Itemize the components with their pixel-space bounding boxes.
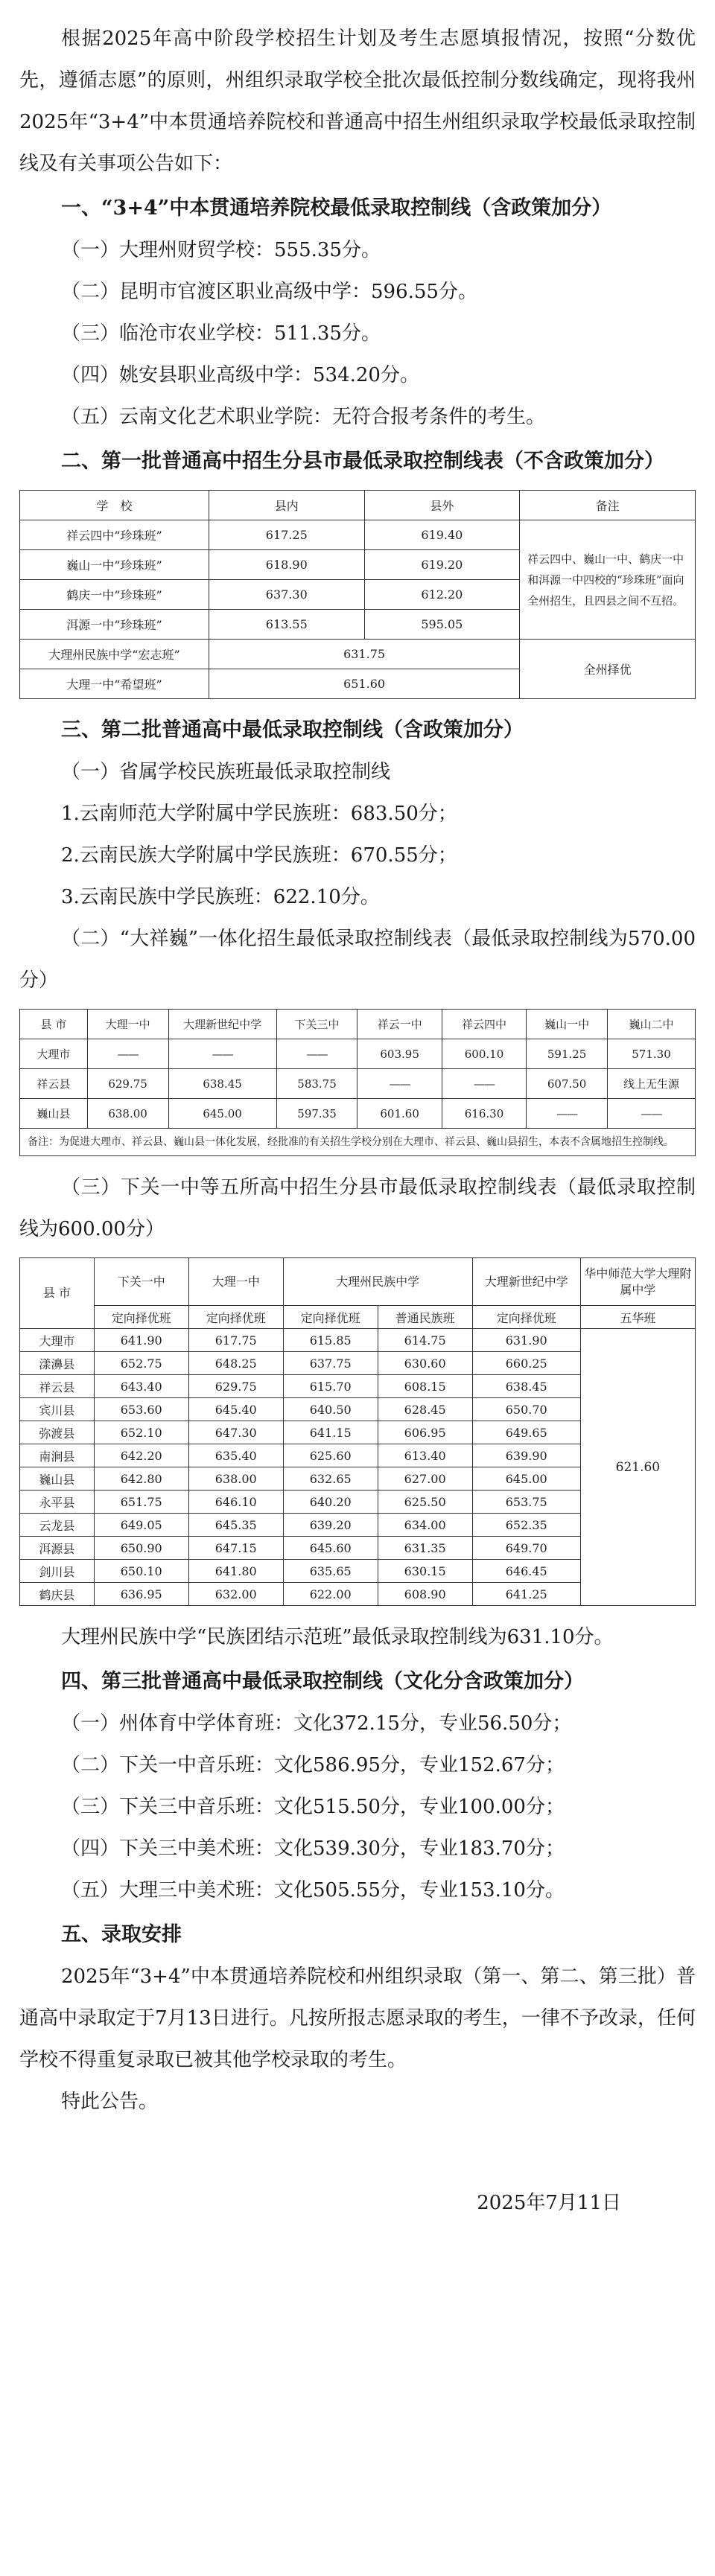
note-cell: 祥云四中、巍山一中、鹤庆一中和洱源一中四校的“珍珠班”面向全州招生，且四县之间不互招。 [520,520,696,640]
score-cell: 625.50 [378,1491,472,1514]
score-cell: 650.70 [472,1398,580,1421]
score-cell: 629.75 [188,1375,283,1398]
huashi-score-cell: 621.60 [580,1329,695,1606]
score-cell: 638.00 [188,1467,283,1491]
score-cell: 571.30 [608,1039,696,1069]
score-cell: 649.65 [472,1421,580,1444]
header-out-county: 县外 [364,491,520,520]
score-cell: 653.75 [472,1491,580,1514]
section2-heading: 二、第一批普通高中招生分县市最低录取控制线表（不含政策加分） [61,450,664,473]
score-cell: 645.00 [168,1099,276,1129]
county-cell: 剑川县 [20,1560,95,1583]
school-cell: 鹤庆一中“珍珠班” [20,580,209,610]
score-cell: 632.00 [188,1583,283,1606]
score-cell: 617.25 [209,520,364,550]
header-county: 县 市 [20,1258,95,1329]
section1-item: （五）云南文化艺术职业学院：无符合报考条件的考生。 [61,406,546,428]
score-cell: 634.00 [378,1514,472,1537]
score-cell: 650.10 [94,1560,188,1583]
score-cell: 583.75 [276,1069,358,1099]
score-cell: 649.70 [472,1537,580,1560]
score-cell: 629.75 [87,1069,168,1099]
table-row [20,1039,696,1069]
minzu-tuanjie-paragraph: 大理州民族中学“民族团结示范班”最低录取控制线为631.10分。 [61,1626,614,1648]
school-cell: 祥云四中“珍珠班” [20,520,209,550]
section4-item: （三）下关三中音乐班：文化515.50分，专业100.00分； [61,1796,565,1818]
header-cell: 县 市 [20,1010,88,1039]
subheader-cell: 定向择优班 [283,1306,378,1329]
score-cell: 660.25 [472,1352,580,1375]
five-schools-table [19,1257,696,1606]
table-row [20,1069,696,1099]
score-cell: 641.25 [472,1583,580,1606]
county-cell: 大理市 [20,1039,88,1069]
county-cell: 弥渡县 [20,1421,95,1444]
score-cell: 614.75 [378,1329,472,1352]
score-cell: 591.25 [527,1039,608,1069]
closing-text: 特此公告。 [61,2091,159,2113]
county-cell: 鹤庆县 [20,1583,95,1606]
header-school: 学 校 [20,491,209,520]
score-cell: 638.45 [472,1375,580,1398]
score-cell: 642.20 [94,1444,188,1467]
score-cell: 618.90 [209,550,364,580]
score-cell: 615.85 [283,1329,378,1352]
score-cell: 线上无生源 [608,1069,696,1099]
score-cell: 606.95 [378,1421,472,1444]
header-in-county: 县内 [209,491,364,520]
score-cell: 630.60 [378,1352,472,1375]
score-cell: 603.95 [358,1039,442,1069]
header-cell: 祥云一中 [358,1010,442,1039]
subheader-cell: 定向择优班 [94,1306,188,1329]
school-cell: 大理州民族中学“宏志班” [20,640,209,669]
school-cell: 大理一中“希望班” [20,669,209,699]
score-cell: 652.10 [94,1421,188,1444]
score-cell: 652.35 [472,1514,580,1537]
county-cell: 大理市 [20,1329,95,1352]
county-cell: 漾濞县 [20,1352,95,1375]
subheader-cell: 定向择优班 [188,1306,283,1329]
score-cell: —— [442,1069,526,1099]
score-cell: 635.65 [283,1560,378,1583]
header-minzu: 大理州民族中学 [283,1258,472,1306]
header-cell: 大理一中 [87,1010,168,1039]
section4-item: （四）下关三中美术班：文化539.30分，专业183.70分； [61,1837,565,1860]
score-cell: 632.65 [283,1467,378,1491]
header-cell: 祥云四中 [442,1010,526,1039]
score-cell: 595.05 [364,610,520,640]
header-huashi: 华中师范大学大理附属中学 [580,1258,695,1306]
table-row [20,1129,696,1156]
score-cell: 648.25 [188,1352,283,1375]
score-cell: 646.45 [472,1560,580,1583]
score-cell: 619.40 [364,520,520,550]
county-cell: 云龙县 [20,1514,95,1537]
score-cell: 612.20 [364,580,520,610]
table-header-row [20,1010,696,1039]
section4-item: （五）大理三中美术班：文化505.55分，专业153.10分。 [61,1879,565,1901]
section1-item: （一）大理州财贸学校：555.35分。 [61,239,381,261]
school-cell: 巍山一中“珍珠班” [20,550,209,580]
score-cell: —— [608,1099,696,1129]
score-cell: 631.90 [472,1329,580,1352]
score-cell: 630.15 [378,1560,472,1583]
score-cell: 601.60 [358,1099,442,1129]
table-row [20,1329,696,1352]
score-cell: 635.40 [188,1444,283,1467]
score-cell: 613.40 [378,1444,472,1467]
subheader-cell: 普通民族班 [378,1306,472,1329]
header-dali1: 大理一中 [188,1258,283,1306]
score-cell: 643.40 [94,1375,188,1398]
score-cell: 631.75 [209,640,519,669]
score-cell: 641.80 [188,1560,283,1583]
section3-sub1-item: 3.云南民族中学民族班：622.10分。 [61,886,380,908]
score-cell: 622.00 [283,1583,378,1606]
score-cell: 651.75 [94,1491,188,1514]
table-subheader-row [20,1306,696,1329]
score-cell: 640.50 [283,1398,378,1421]
section1-item: （四）姚安县职业高级中学：534.20分。 [61,364,419,386]
score-cell: 651.60 [209,669,519,699]
score-cell: 619.20 [364,550,520,580]
score-cell: 647.30 [188,1421,283,1444]
county-cell: 巍山县 [20,1099,88,1129]
score-cell: 607.50 [527,1069,608,1099]
subheader-cell: 定向择优班 [472,1306,580,1329]
header-cell: 大理新世纪中学 [168,1010,276,1039]
score-cell: 617.75 [188,1329,283,1352]
section5-paragraph: 2025年“3+4”中本贯通培养院校和州组织录取（第一、第二、第三批）普通高中录取定于7月13日进行。凡按所报志愿录取的考生，一律不予改录，任何学校不得重复录取已被其他学校录取的考生。 [19,1966,696,2071]
score-cell: 640.20 [283,1491,378,1514]
score-cell: 636.95 [94,1583,188,1606]
score-cell: 628.45 [378,1398,472,1421]
score-cell: —— [87,1039,168,1069]
section3-sub1-item: 2.云南民族大学附属中学民族班：670.55分； [61,844,457,867]
score-cell: 646.10 [188,1491,283,1514]
score-cell: 637.75 [283,1352,378,1375]
score-cell: 645.60 [283,1537,378,1560]
table-header-row [20,1258,696,1306]
table-row [20,640,696,669]
intro-paragraph: 根据2025年高中阶段学校招生计划及考生志愿填报情况，按照“分数优先，遵循志愿”的原则，州组织录取学校全批次最低控制分数线确定，现将我州2025年“3+4”中本贯通培养院校和普通高中招生州组织录取学校最低录取控制线及有关事项公告如下： [19,28,696,175]
section3-sub3: （三）下关一中等五所高中招生分县市最低录取控制线表（最低录取控制线为600.00分） [19,1176,696,1240]
section5-heading: 五、录取安排 [61,1923,182,1946]
header-cell: 巍山二中 [608,1010,696,1039]
section3-sub1: （一）省属学校民族班最低录取控制线 [61,761,391,783]
score-cell: 645.40 [188,1398,283,1421]
score-cell: 645.00 [472,1467,580,1491]
score-cell: 608.15 [378,1375,472,1398]
score-cell: 637.30 [209,580,364,610]
score-cell: —— [358,1069,442,1099]
section4-heading: 四、第三批普通高中最低录取控制线（文化分含政策加分） [61,1670,584,1693]
score-cell: 638.00 [87,1099,168,1129]
score-cell: 631.35 [378,1537,472,1560]
header-xiaguan1: 下关一中 [94,1258,188,1306]
score-cell: 639.90 [472,1444,580,1467]
subheader-cell: 五华班 [580,1306,695,1329]
score-cell: 641.15 [283,1421,378,1444]
score-cell: 653.60 [94,1398,188,1421]
header-xinshiji: 大理新世纪中学 [472,1258,580,1306]
section3-sub1-item: 1.云南师范大学附属中学民族班：683.50分； [61,803,457,825]
school-cell: 洱源一中“珍珠班” [20,610,209,640]
table-row [20,1099,696,1129]
section4-item: （一）州体育中学体育班：文化372.15分，专业56.50分； [61,1712,572,1735]
note-cell: 备注：为促进大理市、祥云县、巍山县一体化发展，经批准的有关招生学校分别在大理市、祥云县、巍山县招生，本表不含属地招生控制线。 [20,1129,696,1156]
section1-item: （二）昆明市官渡区职业高级中学：596.55分。 [61,281,477,303]
header-cell: 巍山一中 [527,1010,608,1039]
section3-heading: 三、第二批普通高中最低录取控制线（含政策加分） [61,718,524,742]
score-cell: —— [527,1099,608,1129]
score-cell: 650.90 [94,1537,188,1560]
county-cell: 永平县 [20,1491,95,1514]
score-cell: 625.60 [283,1444,378,1467]
score-cell: 652.75 [94,1352,188,1375]
county-cell: 南涧县 [20,1444,95,1467]
county-cell: 巍山县 [20,1467,95,1491]
score-cell: 608.90 [378,1583,472,1606]
score-cell: 638.45 [168,1069,276,1099]
score-cell: —— [276,1039,358,1069]
score-cell: 649.05 [94,1514,188,1537]
score-cell: 616.30 [442,1099,526,1129]
header-note: 备注 [520,491,696,520]
county-cell: 祥云县 [20,1375,95,1398]
score-cell: 639.20 [283,1514,378,1537]
score-cell: 597.35 [276,1099,358,1129]
section1-item: （三）临沧市农业学校：511.35分。 [61,322,381,345]
score-cell: 642.80 [94,1467,188,1491]
section4-item: （二）下关一中音乐班：文化586.95分，专业152.67分； [61,1754,565,1776]
table-header-row [20,491,696,520]
score-cell: 641.90 [94,1329,188,1352]
first-batch-table [19,490,696,699]
header-cell: 下关三中 [276,1010,358,1039]
score-cell: 600.10 [442,1039,526,1069]
score-cell: 627.00 [378,1467,472,1491]
announcement-date: 2025年7月11日 [477,2192,621,2214]
score-cell: 613.55 [209,610,364,640]
score-cell: 647.15 [188,1537,283,1560]
county-cell: 洱源县 [20,1537,95,1560]
section3-sub2: （二）“大祥巍”一体化招生最低录取控制线表（最低录取控制线为570.00分） [19,928,696,992]
note-cell: 全州择优 [520,640,696,699]
score-cell: 645.35 [188,1514,283,1537]
county-cell: 宾川县 [20,1398,95,1421]
county-cell: 祥云县 [20,1069,88,1099]
daxiangwei-table [19,1009,696,1156]
score-cell: —— [168,1039,276,1069]
score-cell: 615.70 [283,1375,378,1398]
section1-heading: 一、“3+4”中本贯通培养院校最低录取控制线（含政策加分） [61,197,612,220]
table-row [20,520,696,550]
